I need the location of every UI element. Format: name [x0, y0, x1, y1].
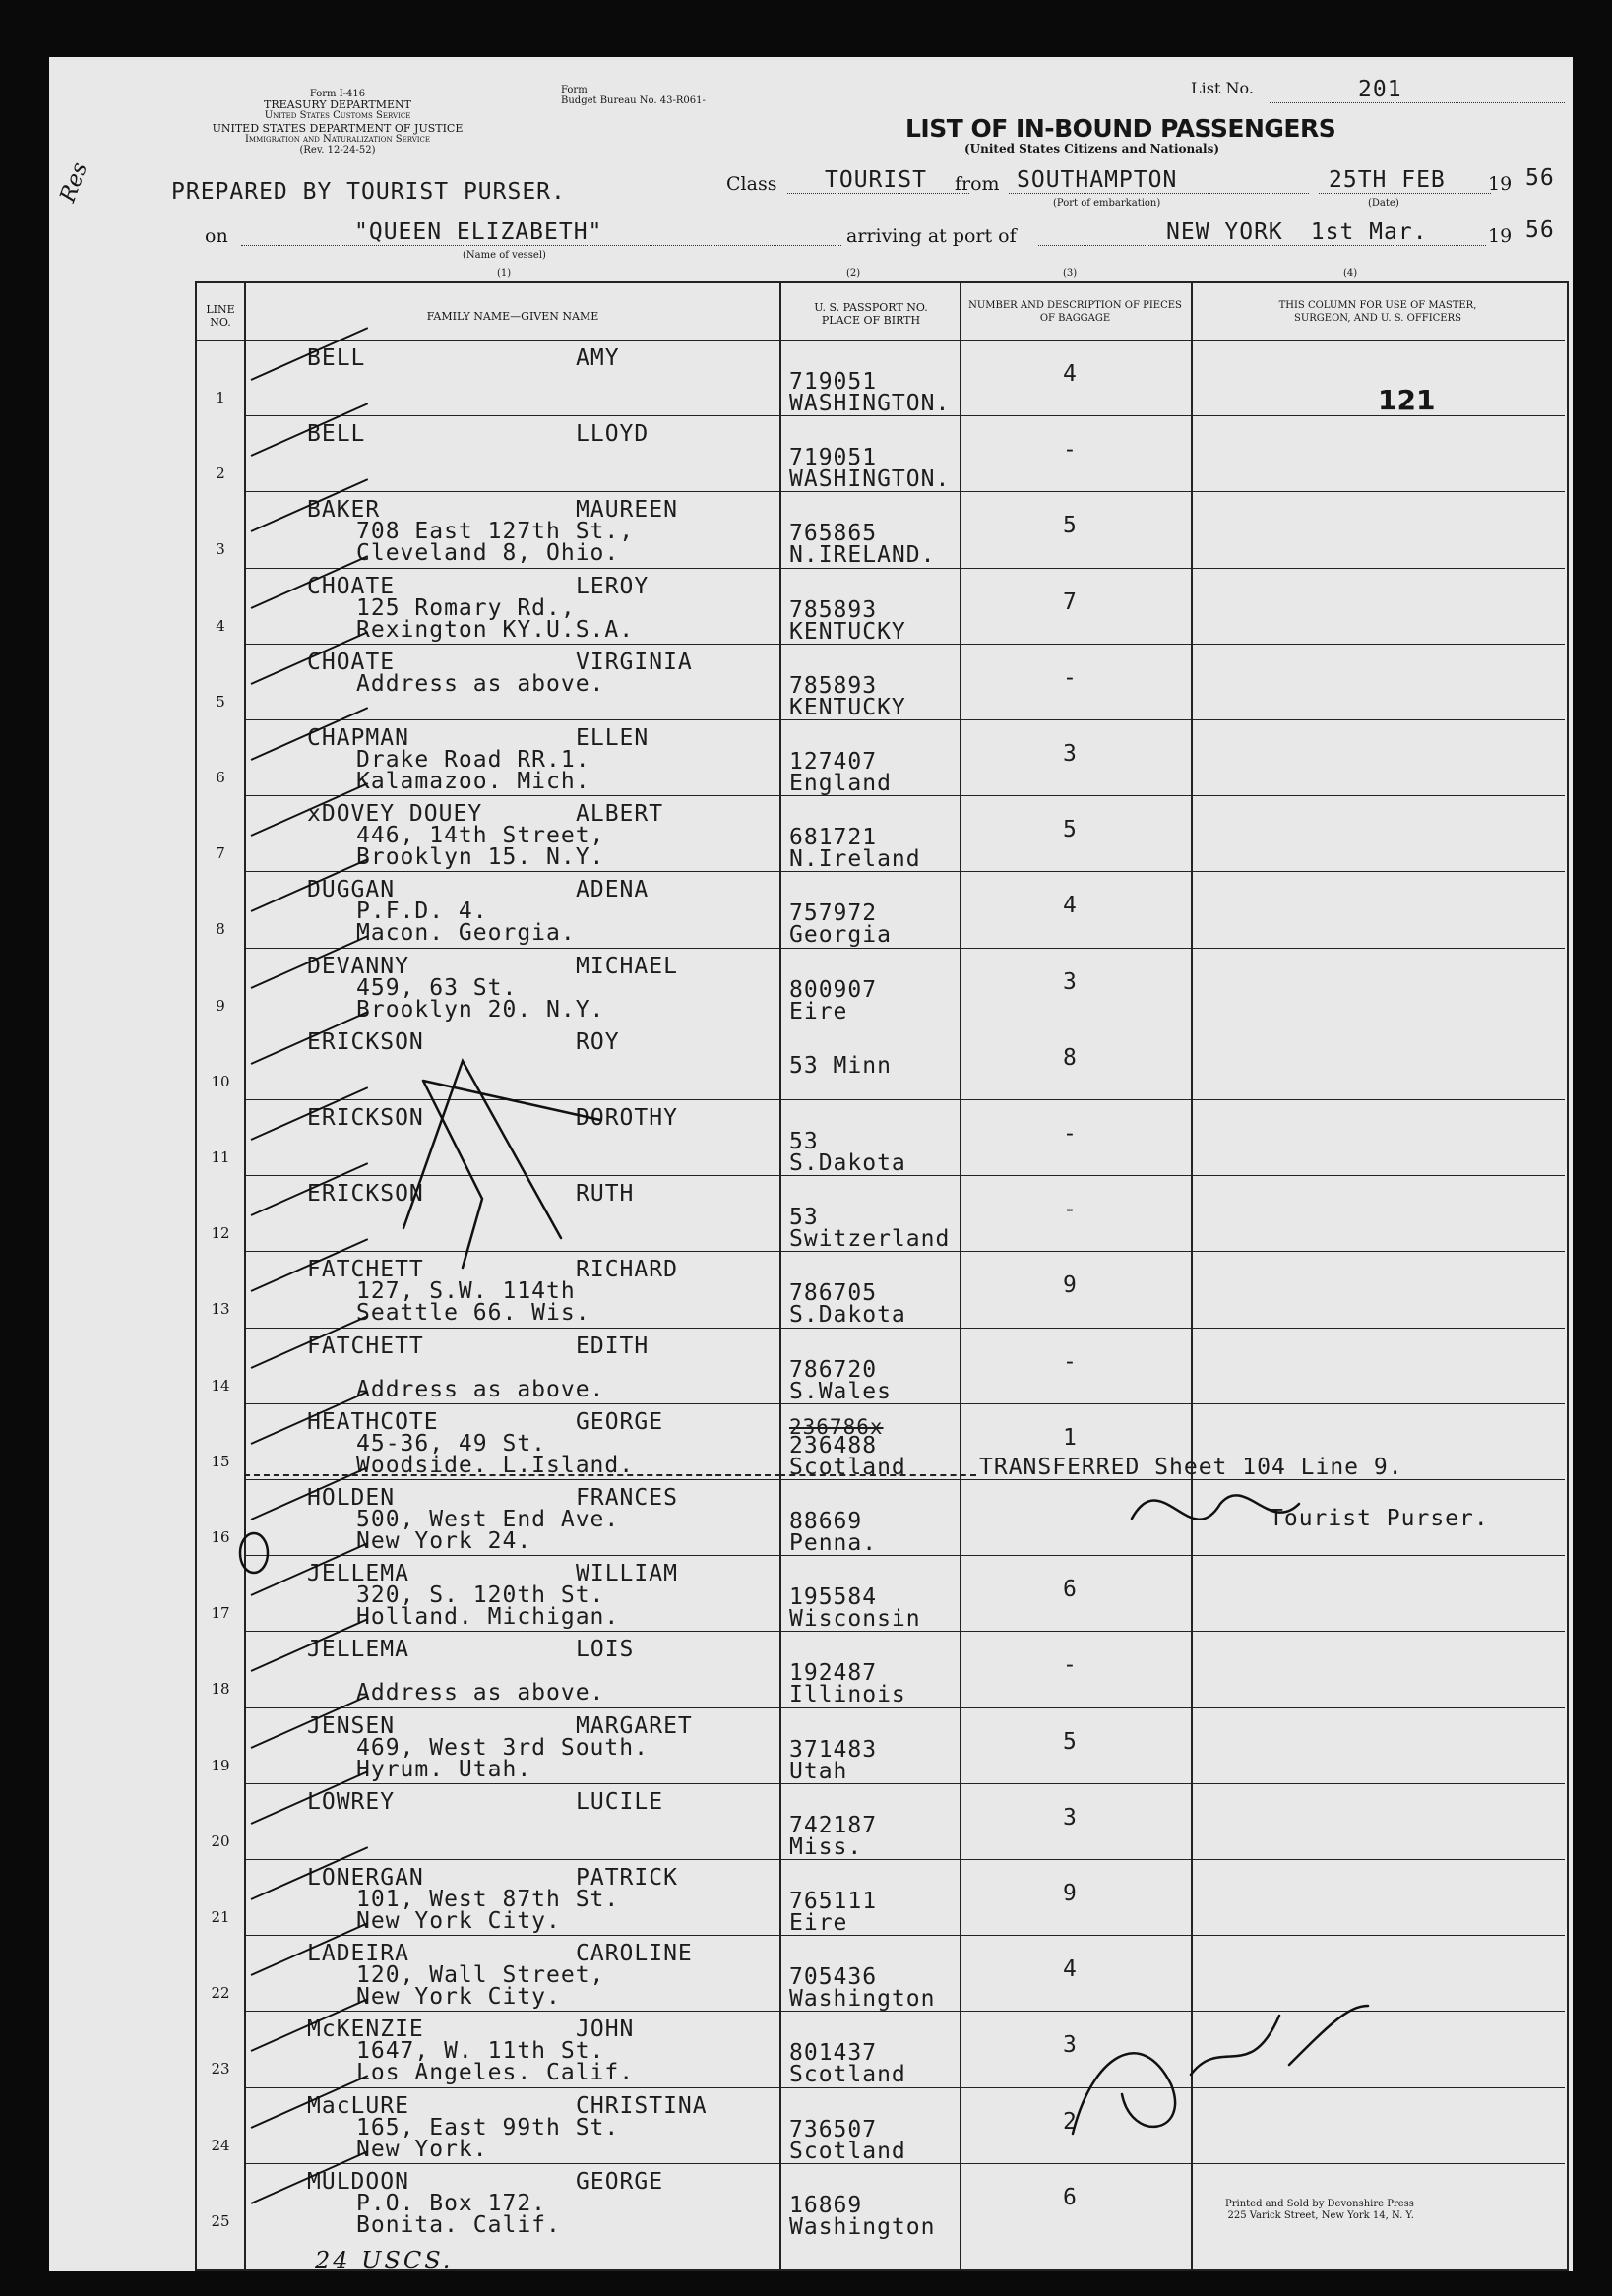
address-line-1: 469, West 3rd South.	[356, 1734, 649, 1761]
embark-date: 25TH FEB	[1329, 167, 1446, 193]
place-of-birth: Georgia	[789, 922, 892, 949]
place-of-birth: England	[789, 771, 892, 796]
pen-marks	[49, 57, 1573, 2271]
budget-number: Budget Bureau No. 43-R061-	[561, 95, 706, 106]
address-line-2: Address as above.	[356, 1680, 605, 1706]
passport-number: 719051	[789, 369, 878, 395]
address-line-2: Woodside. L.Island.	[356, 1452, 635, 1478]
year-prefix: 19	[1488, 173, 1513, 195]
passport-number: 195584	[789, 1584, 878, 1611]
place-of-birth: Utah	[789, 1758, 848, 1784]
baggage-count: 2	[1063, 2108, 1078, 2135]
family-name: FATCHETT	[307, 1333, 424, 1359]
place-of-birth: WASHINGTON.	[789, 391, 951, 416]
place-of-birth: N.Ireland	[789, 846, 921, 873]
printer-line-1: Printed and Sold by Devonshire Press	[1225, 2199, 1414, 2209]
col-index-2: (2)	[846, 268, 861, 279]
prepared-by: PREPARED BY TOURIST PURSER.	[171, 179, 566, 205]
line-number: 22	[211, 1984, 230, 2003]
place-of-birth: S.Dakota	[789, 1302, 906, 1329]
passport-number: 705436	[789, 1964, 878, 1991]
passport-number: 742187	[789, 1812, 878, 1838]
passport-number: 88669	[789, 1509, 863, 1534]
family-name: MULDOON	[307, 2168, 409, 2195]
family-name: JENSEN	[307, 1712, 396, 1739]
place-of-birth: Washington	[789, 1986, 936, 2013]
given-name: WILLIAM	[576, 1561, 678, 1587]
place-of-birth: Scotland	[789, 2138, 906, 2164]
address-line-2: Cleveland 8, Ohio.	[356, 540, 620, 567]
passport-number: 192487	[789, 1660, 878, 1687]
page-title: LIST OF IN-BOUND PASSENGERS	[905, 114, 1336, 143]
manifest-page	[49, 57, 1573, 2274]
given-name: ALBERT	[576, 801, 664, 828]
line-number: 4	[216, 616, 225, 635]
family-name: HEATHCOTE	[307, 1408, 439, 1435]
address-line-2: Holland. Michigan.	[356, 1604, 620, 1631]
col-index-1: (1)	[497, 268, 512, 279]
baggage-count: 4	[1063, 1956, 1078, 1983]
bottom-note: 24 USCS.	[315, 2247, 454, 2274]
from-label: from	[955, 173, 1000, 195]
baggage-count: -	[1063, 437, 1078, 464]
address-line-1: 320, S. 120th St.	[356, 1582, 605, 1609]
arrival-year: 56	[1525, 217, 1555, 243]
family-name: CHOATE	[307, 573, 396, 599]
address-line-2: Brooklyn 15. N.Y.	[356, 844, 605, 871]
line-16-circle	[240, 1533, 268, 1573]
address-line-2: Bonita. Calif.	[356, 2211, 561, 2238]
col-header-line: LINE NO.	[206, 303, 235, 329]
address-line-1: 459, 63 St.	[356, 974, 518, 1001]
address-line-1: 1647, W. 11th St.	[356, 2038, 605, 2065]
given-name: LOIS	[576, 1637, 635, 1663]
purser-title: Tourist Purser.	[1270, 1506, 1489, 1531]
given-name: FRANCES	[576, 1485, 678, 1511]
address-line-2: New York City.	[356, 1908, 561, 1934]
family-name: ERICKSON	[307, 1181, 424, 1208]
line-number: 1	[216, 389, 225, 406]
arrival-port: NEW YORK	[1166, 219, 1283, 245]
given-name: GEORGE	[576, 2168, 664, 2195]
line-number: 7	[216, 844, 225, 863]
given-name: JOHN	[576, 2017, 635, 2043]
purser-signature	[1132, 1495, 1299, 1519]
family-name: LOWREY	[307, 1788, 396, 1815]
address-line-2: Rexington KY.U.S.A.	[356, 616, 635, 643]
justice-dept: UNITED STATES DEPARTMENT OF JUSTICE	[212, 122, 464, 135]
customs-service: United States Customs Service	[264, 110, 411, 121]
line-number: 16	[211, 1528, 230, 1546]
baggage-count: 1	[1063, 1424, 1078, 1451]
place-of-birth: Eire	[789, 1910, 848, 1936]
printer-note	[1225, 2199, 1414, 2222]
place-of-birth: Washington	[789, 2213, 936, 2240]
passport-number: 800907	[789, 976, 878, 1003]
line-number: 21	[211, 1908, 230, 1926]
arrival-date: 1st Mar.	[1310, 219, 1428, 245]
family-name: LADEIRA	[307, 1941, 409, 1967]
col-header-officers: THIS COLUMN FOR USE OF MASTER, SURGEON, AND U. S. OFFICERS	[1278, 300, 1477, 324]
address-line-2: Los Angeles. Calif.	[356, 2060, 635, 2086]
revision: (Rev. 12-24-52)	[299, 145, 376, 155]
baggage-count: 6	[1063, 1577, 1078, 1603]
address-line-1: P.F.D. 4.	[356, 899, 488, 925]
baggage-count: -	[1063, 664, 1078, 691]
address-line-1: Drake Road RR.1.	[356, 747, 590, 773]
col-header-passport: U. S. PASSPORT NO. PLACE OF BIRTH	[814, 301, 928, 327]
baggage-count: 3	[1063, 2032, 1078, 2059]
address-line-1: 708 East 127th St.,	[356, 519, 635, 545]
place-of-birth: KENTUCKY	[789, 694, 906, 720]
family-name: ERICKSON	[307, 1105, 424, 1131]
baggage-count: -	[1063, 1348, 1078, 1375]
printer-line-2: 225 Varick Street, New York 14, N. Y.	[1227, 2210, 1414, 2221]
passport-number: 785893	[789, 596, 878, 623]
family-name: MacLURE	[307, 2092, 409, 2119]
line-number: 8	[216, 920, 225, 939]
list-no-label: List No.	[1191, 79, 1254, 97]
baggage-count: 5	[1063, 513, 1078, 539]
col-index-4: (4)	[1343, 268, 1358, 279]
baggage-count: 5	[1063, 817, 1078, 843]
passport-number: 719051	[789, 445, 878, 471]
class-label: Class	[726, 173, 777, 195]
address-line-1: 446, 14th Street,	[356, 823, 605, 849]
place-of-birth: Scotland	[789, 2062, 906, 2088]
passport-number: 801437	[789, 2040, 878, 2067]
family-name: xDOVEY DOUEY	[307, 801, 483, 828]
address-line-1: 165, East 99th St.	[356, 2114, 620, 2141]
place-of-birth: Miss.	[789, 1833, 863, 1860]
passport-number: 736507	[789, 2116, 878, 2142]
family-name: ERICKSON	[307, 1028, 424, 1055]
page-subtitle: (United States Citizens and Nationals)	[964, 142, 1219, 155]
officer-signature	[1073, 2006, 1368, 2134]
given-name: RUTH	[576, 1181, 635, 1208]
given-name: ADENA	[576, 877, 650, 903]
place-of-birth: Scotland	[789, 1454, 906, 1480]
line-number: 13	[211, 1300, 230, 1319]
from-value: SOUTHAMPTON	[1017, 167, 1178, 193]
given-name: EDITH	[576, 1333, 650, 1359]
passport-number: 127407	[789, 749, 878, 775]
address-line-2: Hyrum. Utah.	[356, 1756, 532, 1782]
passport-number: 786705	[789, 1280, 878, 1307]
ins-service: Immigration and Naturalization Service	[244, 134, 431, 145]
col-index-3: (3)	[1063, 268, 1078, 279]
address-line-1: Address as above.	[356, 670, 605, 697]
baggage-count: -	[1063, 1652, 1078, 1679]
line-number: 11	[211, 1148, 230, 1166]
treasury-dept: TREASURY DEPARTMENT	[264, 98, 411, 111]
embark-year: 56	[1525, 165, 1555, 191]
bracket-mark	[423, 1081, 600, 1268]
line-number: 12	[211, 1224, 230, 1243]
given-name: ROY	[576, 1028, 620, 1055]
line-number: 19	[211, 1756, 230, 1774]
address-line-2: Seattle 66. Wis.	[356, 1300, 590, 1327]
passport-number: 765111	[789, 1889, 878, 1914]
baggage-count: 9	[1063, 1881, 1078, 1906]
given-name: VIRGINIA	[576, 649, 693, 675]
margin-note: Res	[55, 159, 93, 206]
line-number: 9	[216, 996, 225, 1015]
address-line-1: 101, West 87th St.	[356, 1887, 620, 1912]
given-name: PATRICK	[576, 1865, 678, 1891]
col-header-baggage: NUMBER AND DESCRIPTION OF PIECES OF BAGGAGE	[968, 300, 1182, 324]
place-of-birth: Switzerland	[789, 1226, 951, 1253]
given-name: MICHAEL	[576, 953, 678, 979]
passport-number: 53	[789, 1129, 819, 1154]
baggage-count: 4	[1063, 361, 1078, 387]
arriving-label: arriving at port of	[846, 225, 1017, 247]
given-name: ELLEN	[576, 725, 650, 751]
crossed-passport: 236786x	[789, 1415, 884, 1439]
line-number: 3	[216, 540, 225, 559]
place-of-birth: N.IRELAND.	[789, 542, 936, 569]
line-number: 2	[216, 465, 225, 483]
class-value: TOURIST	[825, 167, 927, 193]
line-number: 23	[211, 2060, 230, 2079]
family-name: BELL	[307, 345, 366, 371]
line-number: 20	[211, 1831, 230, 1850]
given-name: GEORGE	[576, 1408, 664, 1435]
place-of-birth: Eire	[789, 998, 848, 1024]
line-number: 5	[216, 692, 225, 711]
given-name: CHRISTINA	[576, 2092, 708, 2119]
line-number: 10	[211, 1072, 230, 1090]
given-name: DOROTHY	[576, 1105, 678, 1131]
place-of-birth: S.Dakota	[789, 1150, 906, 1176]
vessel-caption: (Name of vessel)	[463, 250, 546, 261]
vessel-name: "QUEEN ELIZABETH"	[354, 219, 603, 245]
given-name: MAUREEN	[576, 497, 678, 524]
form-number: Form I-416	[309, 89, 366, 99]
address-line-2: Kalamazoo. Mich.	[356, 769, 590, 794]
passport-number: 16869	[789, 2192, 863, 2218]
family-name: BELL	[307, 421, 366, 448]
address-line-2: New York.	[356, 2136, 488, 2162]
place-of-birth: KENTUCKY	[789, 618, 906, 645]
family-name: CHOATE	[307, 649, 396, 675]
line-number: 24	[211, 2136, 230, 2154]
line-number: 6	[216, 769, 225, 786]
passport-number: 785893	[789, 672, 878, 699]
passport-number: 371483	[789, 1736, 878, 1763]
family-name: FATCHETT	[307, 1257, 424, 1283]
list-no-value: 201	[1358, 77, 1402, 102]
baggage-count: -	[1063, 1197, 1078, 1223]
line-number: 18	[211, 1680, 230, 1699]
family-name: LONERGAN	[307, 1865, 424, 1891]
line-number: 15	[211, 1452, 230, 1470]
family-name: DUGGAN	[307, 877, 396, 903]
family-name: McKENZIE	[307, 2017, 424, 2043]
family-name: JELLEMA	[307, 1637, 409, 1663]
address-line-2: Brooklyn 20. N.Y.	[356, 996, 605, 1023]
officer-mark: 121	[1378, 384, 1436, 416]
address-line-2: Macon. Georgia.	[356, 920, 576, 947]
col-header-name: FAMILY NAME—GIVEN NAME	[426, 310, 599, 323]
address-line-1: 500, West End Ave.	[356, 1507, 620, 1532]
line-number: 17	[211, 1604, 230, 1623]
address-line-1: 120, Wall Street,	[356, 1962, 605, 1989]
passport-number: 236488	[789, 1432, 878, 1458]
baggage-count: 9	[1063, 1272, 1078, 1299]
passport-number: 757972	[789, 900, 878, 927]
baggage-count: 3	[1063, 1804, 1078, 1831]
baggage-count: 4	[1063, 893, 1078, 919]
address-line-2: New York 24.	[356, 1528, 532, 1554]
family-name: DEVANNY	[307, 953, 409, 979]
address-line-1: P.O. Box 172.	[356, 2190, 547, 2216]
baggage-count: 7	[1063, 589, 1078, 615]
place-of-birth: Penna.	[789, 1530, 878, 1556]
address-line-2: New York City.	[356, 1984, 561, 2011]
family-name: BAKER	[307, 497, 381, 524]
place-of-birth: WASHINGTON.	[789, 466, 951, 493]
family-name: HOLDEN	[307, 1485, 396, 1511]
passport-number: 786720	[789, 1356, 878, 1383]
passport-number: 765865	[789, 521, 878, 547]
year-prefix-2: 19	[1488, 225, 1513, 247]
baggage-count: 6	[1063, 2184, 1078, 2210]
place-of-birth: Wisconsin	[789, 1606, 921, 1633]
address-line-1: 125 Romary Rd.,	[356, 594, 576, 621]
embark-caption: (Port of embarkation)	[1053, 198, 1161, 209]
address-line-1: 45-36, 49 St.	[356, 1430, 547, 1457]
given-name: RICHARD	[576, 1257, 678, 1283]
passport-number: 681721	[789, 825, 878, 851]
passport-number: 53 Minn	[789, 1052, 892, 1079]
family-name: JELLEMA	[307, 1561, 409, 1587]
line-number: 14	[211, 1376, 230, 1395]
place-of-birth: Illinois	[789, 1682, 906, 1708]
address-line-1: 127, S.W. 114th	[356, 1278, 576, 1305]
given-name: CAROLINE	[576, 1941, 693, 1967]
given-name: LUCILE	[576, 1788, 664, 1815]
family-name: CHAPMAN	[307, 725, 409, 751]
on-label: on	[205, 225, 228, 247]
given-name: MARGARET	[576, 1712, 693, 1739]
transferred-note: TRANSFERRED Sheet 104 Line 9.	[979, 1455, 1403, 1480]
budget-label: Form	[561, 85, 588, 95]
baggage-count: 8	[1063, 1044, 1078, 1071]
given-name: LLOYD	[576, 421, 650, 448]
baggage-count: -	[1063, 1121, 1078, 1147]
line-number: 25	[211, 2211, 230, 2230]
baggage-count: 5	[1063, 1728, 1078, 1755]
passport-number: 53	[789, 1205, 819, 1231]
baggage-count: 3	[1063, 741, 1078, 767]
date-caption: (Date)	[1368, 198, 1399, 209]
place-of-birth: S.Wales	[789, 1378, 892, 1404]
address-line-2: Address as above.	[356, 1376, 605, 1402]
given-name: LEROY	[576, 573, 650, 599]
baggage-count: 3	[1063, 968, 1078, 995]
given-name: AMY	[576, 345, 620, 371]
